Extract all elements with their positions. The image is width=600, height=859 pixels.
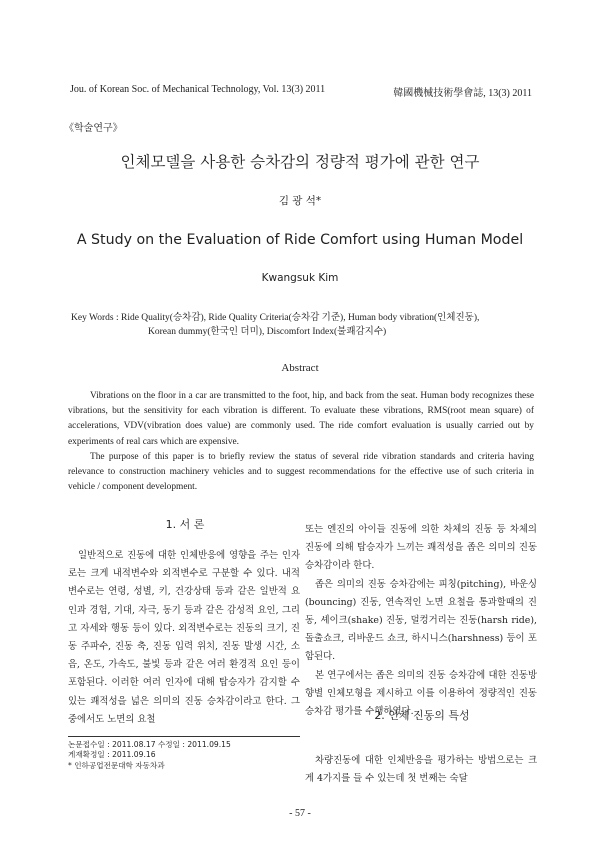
article-category: 《학술연구》 — [64, 123, 123, 134]
section-1-paragraph-1: 일반적으로 진동에 대한 인체반응에 영향을 주는 인자로는 크게 내적변수와 외적변수로 구분할 수 있다. 내적변수로는 연령, 성별, 키, 건강상태 등과 같은 일반적 요인과 경험, 기대, 자극, 동기 등과 같은 감성적 요인, 그리고 자세와 행동 등이 있다. 외적변수로는 진동의 크기, 진동 주파수, 진동 축, 진동 입력 위치, 진동 발생 시간, 소음, 온도, 가속도, 불빛 등과 같은 여러 환경적 요인 등이 포함된다. 이러한 여러 인자에 대해 탑승자가 감지할 수 있는 쾌적성을 넓은 의미의 진동 승차감이라고 한다. 그중에서도 노면의 요철 — [68, 550, 300, 725]
section-2-column — [305, 752, 537, 788]
section-1-paragraph-3: 본 연구에서는 좁은 의미의 진동 승차감에 대한 진동방향별 인체모형을 제시하고 이를 이용하여 정량적인 진동 승차감 평가를 수행하였다. — [305, 669, 537, 718]
footnote-affiliation: * 인하공업전문대학 자동차과 — [68, 760, 165, 770]
abstract-paragraph-1: Vibrations on the floor in a car are transmitted to the foot, hip, and back from the seat. Human body recognizes these vibrations, but the sensitivity for each vibration is different. To evaluate these vibrations, RMS(root mean square) of accelerations, VDV(vibration does value) are commonly used. The ride comfort evaluation is usually carried out by experiments of real cars which are expensive. — [68, 391, 534, 447]
section-1-heading: 1. 서 론 — [165, 518, 205, 531]
keywords-line-1: Key Words : Ride Quality(승차감), Ride Quality Criteria(승차감 기준), Human body vibration(인체진동), — [71, 313, 480, 323]
abstract-paragraph-2: The purpose of this paper is to briefly review the status of several ride vibration standards and criteria having relevance to construction machinery vehicles and to suggest recommendations for the effective use of such criteria in vehicle / component development. — [68, 451, 534, 493]
footnote-divider — [68, 736, 300, 737]
abstract-heading: Abstract — [281, 362, 319, 374]
title-english: A Study on the Evaluation of Ride Comfort using Human Model — [76, 232, 524, 248]
footnote-accepted: 게재확정일 : 2011.09.16 — [68, 750, 156, 760]
author-english: Kwangsuk Kim — [261, 272, 339, 284]
section-1-right-column — [305, 521, 537, 721]
running-header-journal-en: Jou. of Korean Soc. of Mechanical Technology, Vol. 13(3) 2011 — [70, 84, 326, 95]
abstract-body — [68, 389, 534, 495]
running-header-journal-ko: 韓國機械技術學會誌, 13(3) 2011 — [393, 88, 532, 99]
section-1-left-column — [68, 547, 300, 729]
section-2-heading: 2. 인체 진동의 특성 — [374, 709, 470, 722]
title-korean: 인체모델을 사용한 승차감의 정량적 평가에 관한 연구 — [120, 153, 480, 171]
footnotes — [68, 740, 231, 771]
author-korean: 김 광 석* — [278, 195, 322, 207]
footnote-received: 논문접수일 : 2011.08.17 수정일 : 2011.09.15 — [68, 740, 231, 749]
section-1-paragraph-2: 좁은 의미의 진동 승차감에는 피칭(pitching), 바운싱(bouncing) 진동, 연속적인 노면 요철을 통과할때의 진동, 셰이크(shake) 진동, 덜컹거리는 진동(harsh ride), 돌출쇼크, 리바운드 쇼크, 하시니스(harshness) 등이 포함된다. — [305, 578, 537, 663]
page-number: - 57 - — [289, 808, 311, 819]
section-2-paragraph-1: 차량진동에 대한 인체반응을 평가하는 방법으로는 크게 4가지를 들 수 있는데 첫 번째는 숙달 — [305, 755, 537, 785]
section-1-paragraph-1-continued: 또는 엔진의 아이들 진동에 의한 차체의 진동 등 차체의 진동에 의해 탑승자가 느끼는 쾌적성을 좁은 의미의 진동 승차감이라 한다. — [305, 524, 537, 572]
keywords-line-2: Korean dummy(한국인 더미), Discomfort Index(불쾌감지수) — [148, 327, 387, 337]
